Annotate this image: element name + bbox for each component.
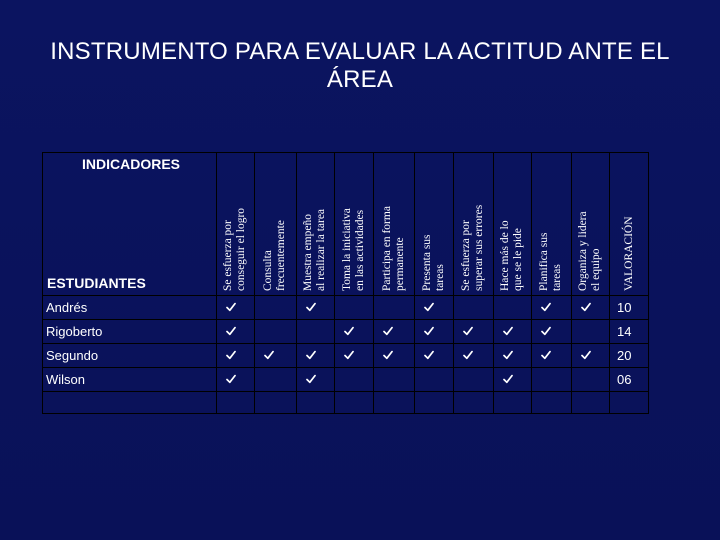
- column-divider: [216, 152, 217, 414]
- column-divider: [296, 152, 297, 414]
- checkmark-icon: [226, 302, 236, 312]
- student-name: Segundo: [46, 348, 99, 363]
- slide-title: INSTRUMENTO PARA EVALUAR LA ACTITUD ANTE EL ÁREA: [50, 38, 670, 93]
- checkmark-icon: [306, 350, 316, 360]
- column-divider: [609, 152, 610, 414]
- checkmark-icon: [541, 350, 551, 360]
- column-header: Organiza y lidera el equipo: [577, 211, 602, 291]
- checkmark-icon: [424, 302, 434, 312]
- column-header: VALORACIÓN: [622, 216, 635, 291]
- indicadores-header: INDICADORES: [82, 156, 181, 172]
- checkmark-icon: [463, 326, 473, 336]
- column-header: Planifica sus tareas: [538, 232, 563, 291]
- student-name: Andrés: [46, 300, 88, 315]
- checkmark-icon: [581, 350, 591, 360]
- column-header: Se esfuerza por superar sus errores: [460, 204, 485, 291]
- checkmark-icon: [226, 374, 236, 384]
- checkmark-icon: [344, 326, 354, 336]
- row-divider: [42, 319, 649, 320]
- checkmark-icon: [264, 350, 274, 360]
- checkmark-icon: [226, 350, 236, 360]
- column-header: Presenta sus tareas: [420, 234, 446, 291]
- checkmark-icon: [424, 326, 434, 336]
- column-divider: [373, 152, 374, 414]
- column-divider: [531, 152, 532, 414]
- column-divider: [334, 152, 335, 414]
- checkmark-icon: [383, 326, 393, 336]
- checkmark-icon: [306, 302, 316, 312]
- checkmark-icon: [541, 302, 551, 312]
- estudiantes-header: ESTUDIANTES: [47, 275, 146, 291]
- valoracion-value: 20: [617, 348, 632, 363]
- checkmark-icon: [306, 374, 316, 384]
- checkmark-icon: [503, 374, 513, 384]
- column-header: Hace más de lo que se le pide: [499, 220, 524, 291]
- checkmark-icon: [463, 350, 473, 360]
- column-header: Toma la iniciativa en las actividades: [340, 208, 366, 291]
- student-name: Rigoberto: [46, 324, 103, 339]
- column-divider: [453, 152, 454, 414]
- checkmark-icon: [503, 326, 513, 336]
- valoracion-value: 06: [617, 372, 632, 387]
- column-header: Participa en forma permanente: [380, 206, 406, 291]
- checkmark-icon: [503, 350, 513, 360]
- checkmark-icon: [226, 326, 236, 336]
- column-divider: [571, 152, 572, 414]
- column-header: Consulta frecuentemente: [262, 220, 287, 291]
- checkmark-icon: [541, 326, 551, 336]
- column-header: Muestra empeño al realizar la tarea: [302, 208, 327, 291]
- column-divider: [254, 152, 255, 414]
- row-divider: [42, 295, 649, 296]
- checkmark-icon: [581, 302, 591, 312]
- checkmark-icon: [424, 350, 434, 360]
- row-divider: [42, 343, 649, 344]
- checkmark-icon: [383, 350, 393, 360]
- valoracion-value: 10: [617, 300, 632, 315]
- column-divider: [493, 152, 494, 414]
- row-divider: [42, 367, 649, 368]
- valoracion-value: 14: [617, 324, 632, 339]
- column-header: Se esfuerza por conseguir el logro: [222, 207, 247, 291]
- student-name: Wilson: [46, 372, 86, 387]
- row-divider: [42, 391, 649, 392]
- column-divider: [414, 152, 415, 414]
- checkmark-icon: [344, 350, 354, 360]
